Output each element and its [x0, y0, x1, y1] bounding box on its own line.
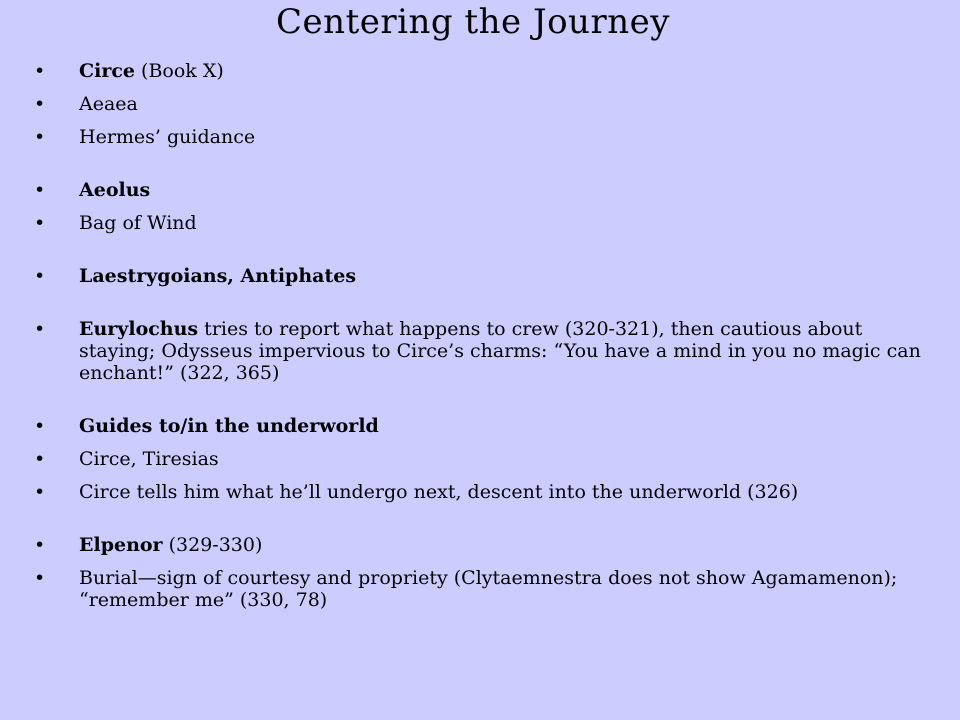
bullet-item [34, 212, 924, 234]
bullet-text: Aeaea [79, 93, 138, 115]
bullet-text: Circe tells him what he’ll undergo next, descent into the underworld (326) [79, 481, 799, 503]
bullet-item [34, 126, 924, 148]
bullet-text: Circe, Tiresias [79, 448, 219, 470]
bullet-item [34, 318, 924, 384]
bullet-bold-text: Eurylochus [79, 318, 199, 340]
bullet-item [34, 567, 924, 611]
bullet-bold-text: Circe [79, 60, 136, 82]
bullet-item [34, 534, 924, 556]
bullet-item [34, 265, 924, 287]
bullet-item [34, 448, 924, 470]
bullet-text: (329-330) [162, 534, 263, 556]
slide-title: Centering the Journey [276, 2, 670, 42]
bullet-item [34, 93, 924, 115]
bullet-text: (Book X) [135, 60, 224, 82]
bullet-text: tries to report what happens to crew (320-321), then cautious about staying; Odysseus impervious to Circe’s charms: “You have a mind in you no magic can enchant!” (322, 365) [79, 318, 921, 384]
bullet-item [34, 60, 924, 82]
bullet-text: Burial—sign of courtesy and propriety (Clytaemnestra does not show Agamamenon); “remember me” (330, 78) [79, 567, 898, 611]
bullet-item [34, 415, 924, 437]
bullet-bold-text: Aeolus [79, 179, 151, 201]
bullet-bold-text: Laestrygoians, Antiphates [79, 265, 357, 287]
bullet-text: Hermes’ guidance [79, 126, 256, 148]
bullet-item [34, 481, 924, 503]
bullet-text: Bag of Wind [79, 212, 197, 234]
bullet-bold-text: Guides to/in the underworld [79, 415, 379, 437]
bullet-item [34, 179, 924, 201]
bullet-list [34, 60, 924, 622]
bullet-bold-text: Elpenor [79, 534, 163, 556]
